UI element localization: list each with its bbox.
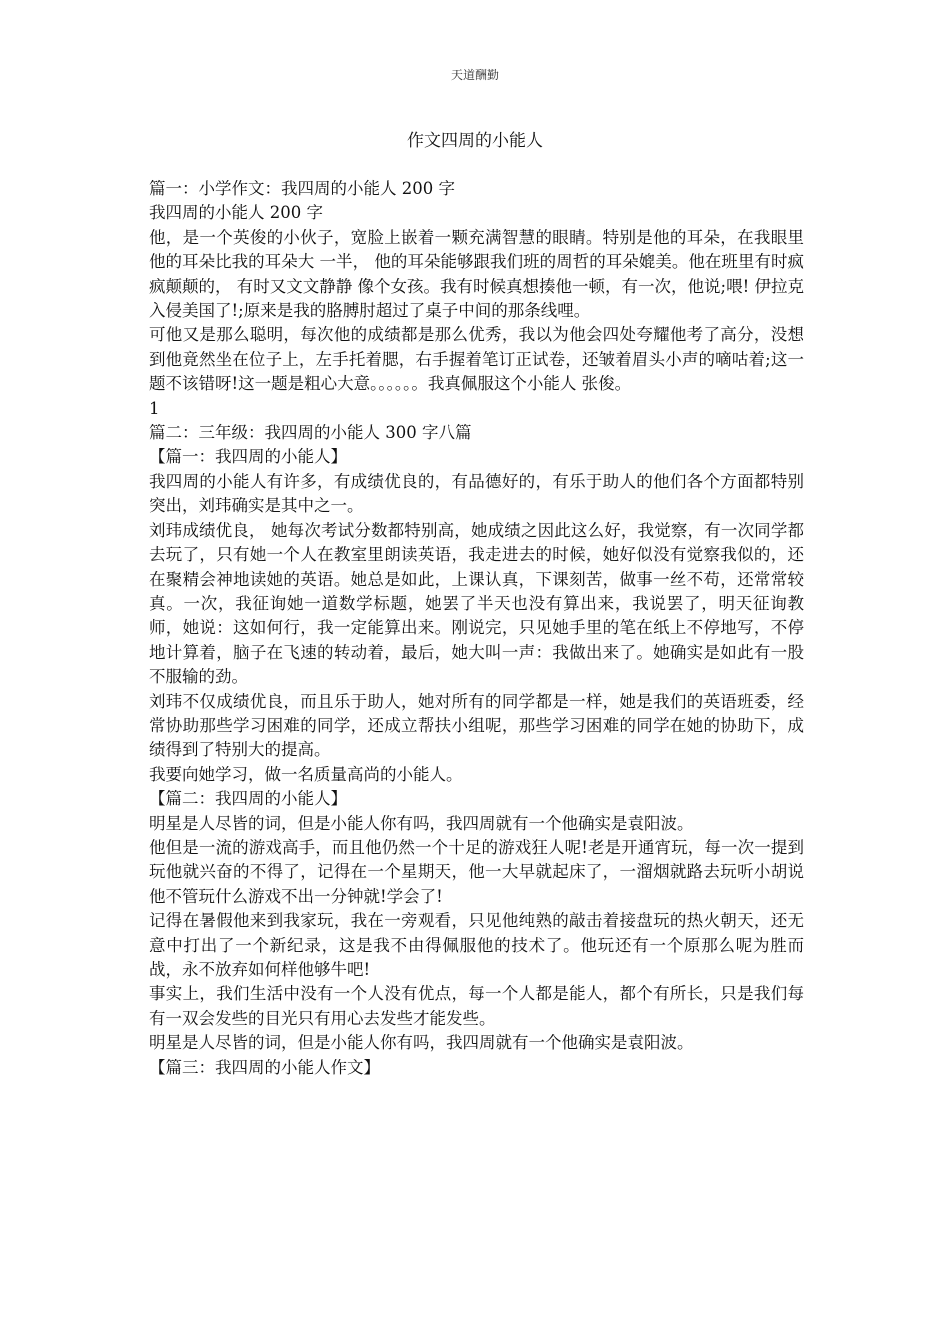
paragraph: 刘玮成绩优良， 她每次考试分数都特别高，她成绩之因此这么好，我觉察，有一次同学都去玩了，只有她一个人在教室里朗读英语，我走进去的时候，她好似没有觉察我似的，还在聚精会神地读她的英语。她总是如此，上课认真，下课刻苦，做事一丝不苟，还常常较真。一次，我征询她一道数学标题，她罢了半天也没有算出来，我说罢了，明天征询教师，她说：这如何行，我一定能算出来。刚说完，只见她手里的笔在纸上不停地写，不停地计算着，脑子在飞速的转动着，最后，她大叫一声：我做出来了。她确实是如此有一股不服输的劲。	[149, 520, 804, 687]
paragraph: 他但是一流的游戏高手，而且他仍然一个十足的游戏狂人呢!老是开通宵玩，每一次一提到玩他就兴奋的不得了，记得在一个星期天，他一大早就起床了，一溜烟就路去玩听小胡说他不管玩什么游戏不出一分钟就!学会了!	[149, 837, 804, 906]
paragraph: 明星是人尽皆的词，但是小能人你有吗，我四周就有一个他确实是袁阳波。	[149, 1033, 694, 1053]
subsection-heading: 【篇一：我四周的小能人】	[149, 447, 347, 467]
paragraph: 刘玮不仅成绩优良，而且乐于助人，她对所有的同学都是一样，她是我们的英语班委，经常协助那些学习困难的同学，还成立帮扶小组呢，那些学习困难的同学在她的协助下，成绩得到了特别大的提高。	[149, 691, 804, 760]
paragraph: 我要向她学习，做一名质量高尚的小能人。	[149, 764, 463, 784]
document-body	[149, 177, 804, 1080]
subsection-heading: 【篇三：我四周的小能人作文】	[149, 1057, 380, 1077]
paragraph: 他，是一个英俊的小伙子，宽脸上嵌着一颗充满智慧的眼睛。特别是他的耳朵，在我眼里他的耳朵比我的耳朵大 一半， 他的耳朵能够跟我们班的周哲的耳朵媲美。他在班里有时疯疯颠颠的， 有时又文文静静 像个女孩。我有时候真想揍他一顿，有一次，他说;喂! 伊拉克入侵美国了!;原来是我的胳膊肘超过了桌子中间的那条线哩。	[149, 227, 804, 321]
section-heading: 篇二：三年级：我四周的小能人 300 字八篇	[149, 423, 472, 443]
subsection-heading: 【篇二：我四周的小能人】	[149, 789, 347, 809]
page-number: 1	[149, 398, 160, 418]
paragraph: 我四周的小能人有许多，有成绩优良的，有品德好的，有乐于助人的他们各个方面都特别突出，刘玮确实是其中之一。	[149, 471, 804, 516]
page-header: 天道酬勤	[450, 68, 499, 82]
paragraph: 明星是人尽皆的词，但是小能人你有吗，我四周就有一个他确实是袁阳波。	[149, 813, 694, 833]
document-title: 作文四周的小能人	[407, 131, 543, 151]
paragraph: 记得在暑假他来到我家玩，我在一旁观看，只见他纯熟的敲击着接盘玩的热火朝天，还无意中打出了一个新纪录，这是我不由得佩服他的技术了。他玩还有一个原那么呢为胜而战，永不放弃如何样他够牛吧!	[149, 911, 804, 979]
paragraph: 事实上，我们生活中没有一个人没有优点，每一个人都是能人，都个有所长，只是我们每有一双会发些的目光只有用心去发些才能发些。	[149, 984, 804, 1028]
paragraph: 可他又是那么聪明，每次他的成绩都是那么优秀，我以为他会四处夸耀他考了高分，没想到他竟然坐在位子上，左手托着腮，右手握着笔订正试卷，还皱着眉头小声的嘀咕着;这一题不该错呀!这一题是粗心大意。。。。。。我真佩服这个小能人 张俊。	[149, 325, 804, 394]
paragraph: 篇一：小学作文：我四周的小能人 200 字	[149, 179, 455, 198]
paragraph: 我四周的小能人 200 字	[149, 203, 323, 223]
